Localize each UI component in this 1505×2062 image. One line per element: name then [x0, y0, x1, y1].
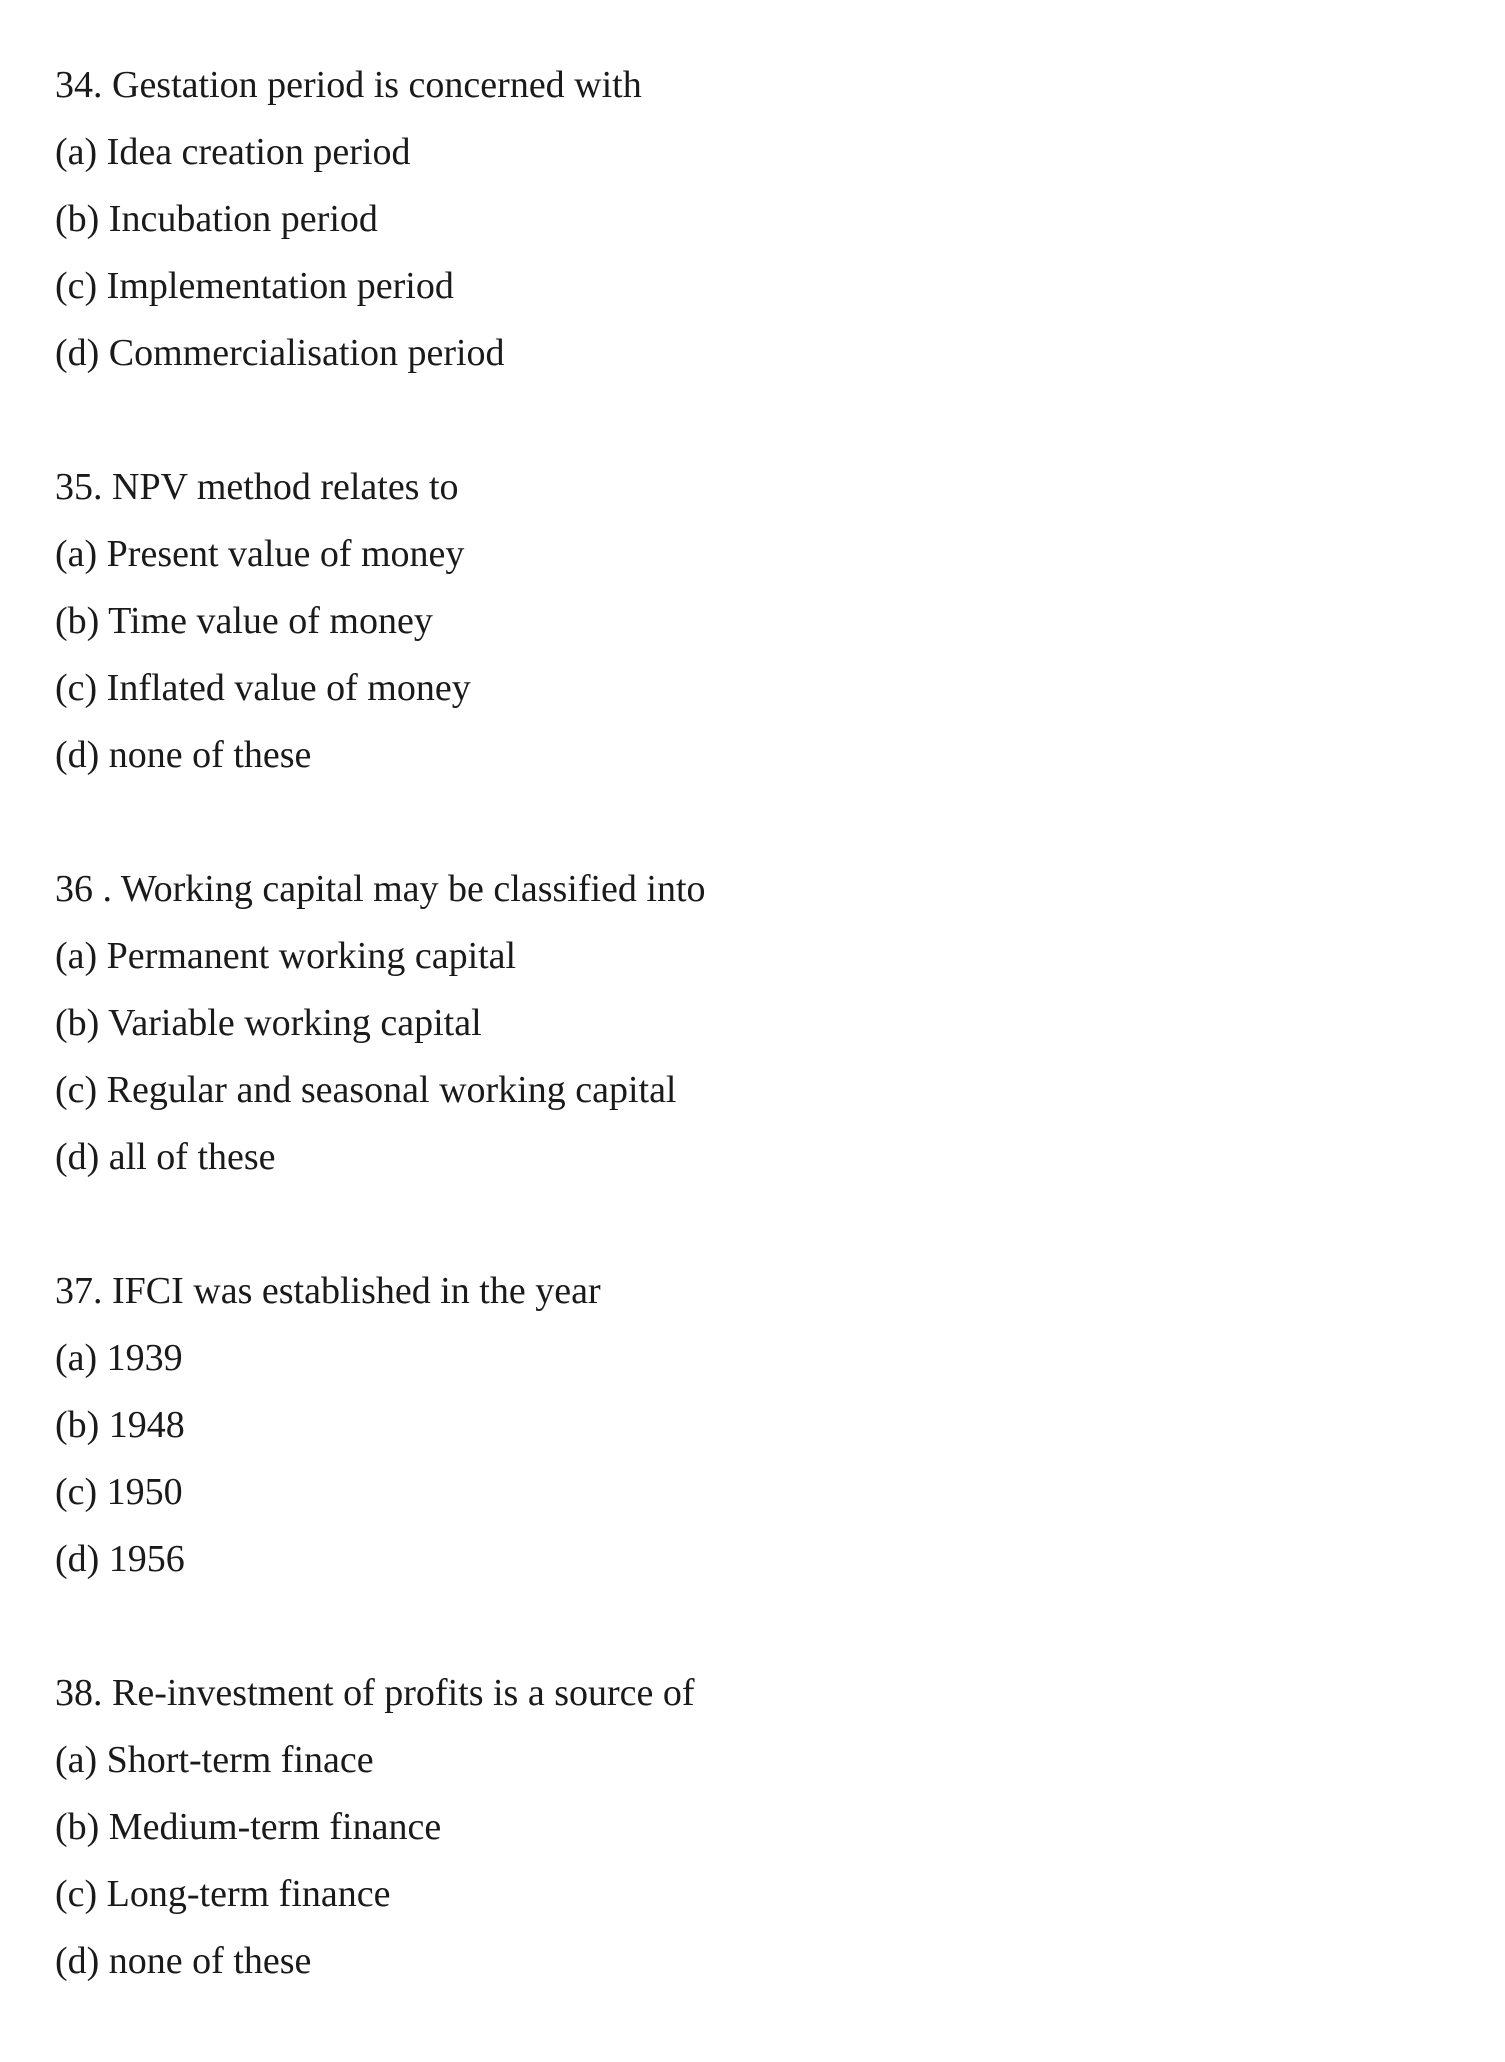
option-c: (c) Regular and seasonal working capital [55, 1069, 677, 1111]
question-text: 38. Re-investment of profits is a source of [55, 1672, 695, 1714]
question-text: 37. IFCI was established in the year [55, 1270, 601, 1312]
option-a: (a) Short-term finace [55, 1739, 374, 1781]
question-text: 36 . Working capital may be classified into [55, 868, 706, 910]
question-35 [55, 454, 1455, 789]
option-d: (d) none of these [55, 734, 312, 776]
option-b: (b) 1948 [55, 1404, 185, 1446]
option-b: (b) Variable working capital [55, 1002, 482, 1044]
option-b: (b) Medium-term finance [55, 1806, 442, 1848]
option-c: (c) Long-term finance [55, 1873, 391, 1915]
option-a: (a) Permanent working capital [55, 935, 517, 977]
question-text: 34. Gestation period is concerned with [55, 64, 642, 106]
question-36 [55, 856, 1455, 1191]
option-b: (b) Time value of money [55, 600, 433, 642]
option-a: (a) Present value of money [55, 533, 465, 575]
option-a: (a) 1939 [55, 1337, 183, 1379]
question-37 [55, 1258, 1455, 1593]
option-c: (c) 1950 [55, 1471, 183, 1513]
document-page [55, 52, 1455, 2062]
option-c: (c) Inflated value of money [55, 667, 471, 709]
option-c: (c) Implementation period [55, 265, 454, 307]
option-d: (d) 1956 [55, 1538, 185, 1580]
question-34 [55, 52, 1455, 387]
option-a: (a) Idea creation period [55, 131, 411, 173]
question-38 [55, 1660, 1455, 1995]
option-d: (d) all of these [55, 1136, 276, 1178]
question-text: 35. NPV method relates to [55, 466, 459, 508]
option-d: (d) Commercialisation period [55, 332, 505, 374]
option-d: (d) none of these [55, 1940, 312, 1982]
option-b: (b) Incubation period [55, 198, 378, 240]
